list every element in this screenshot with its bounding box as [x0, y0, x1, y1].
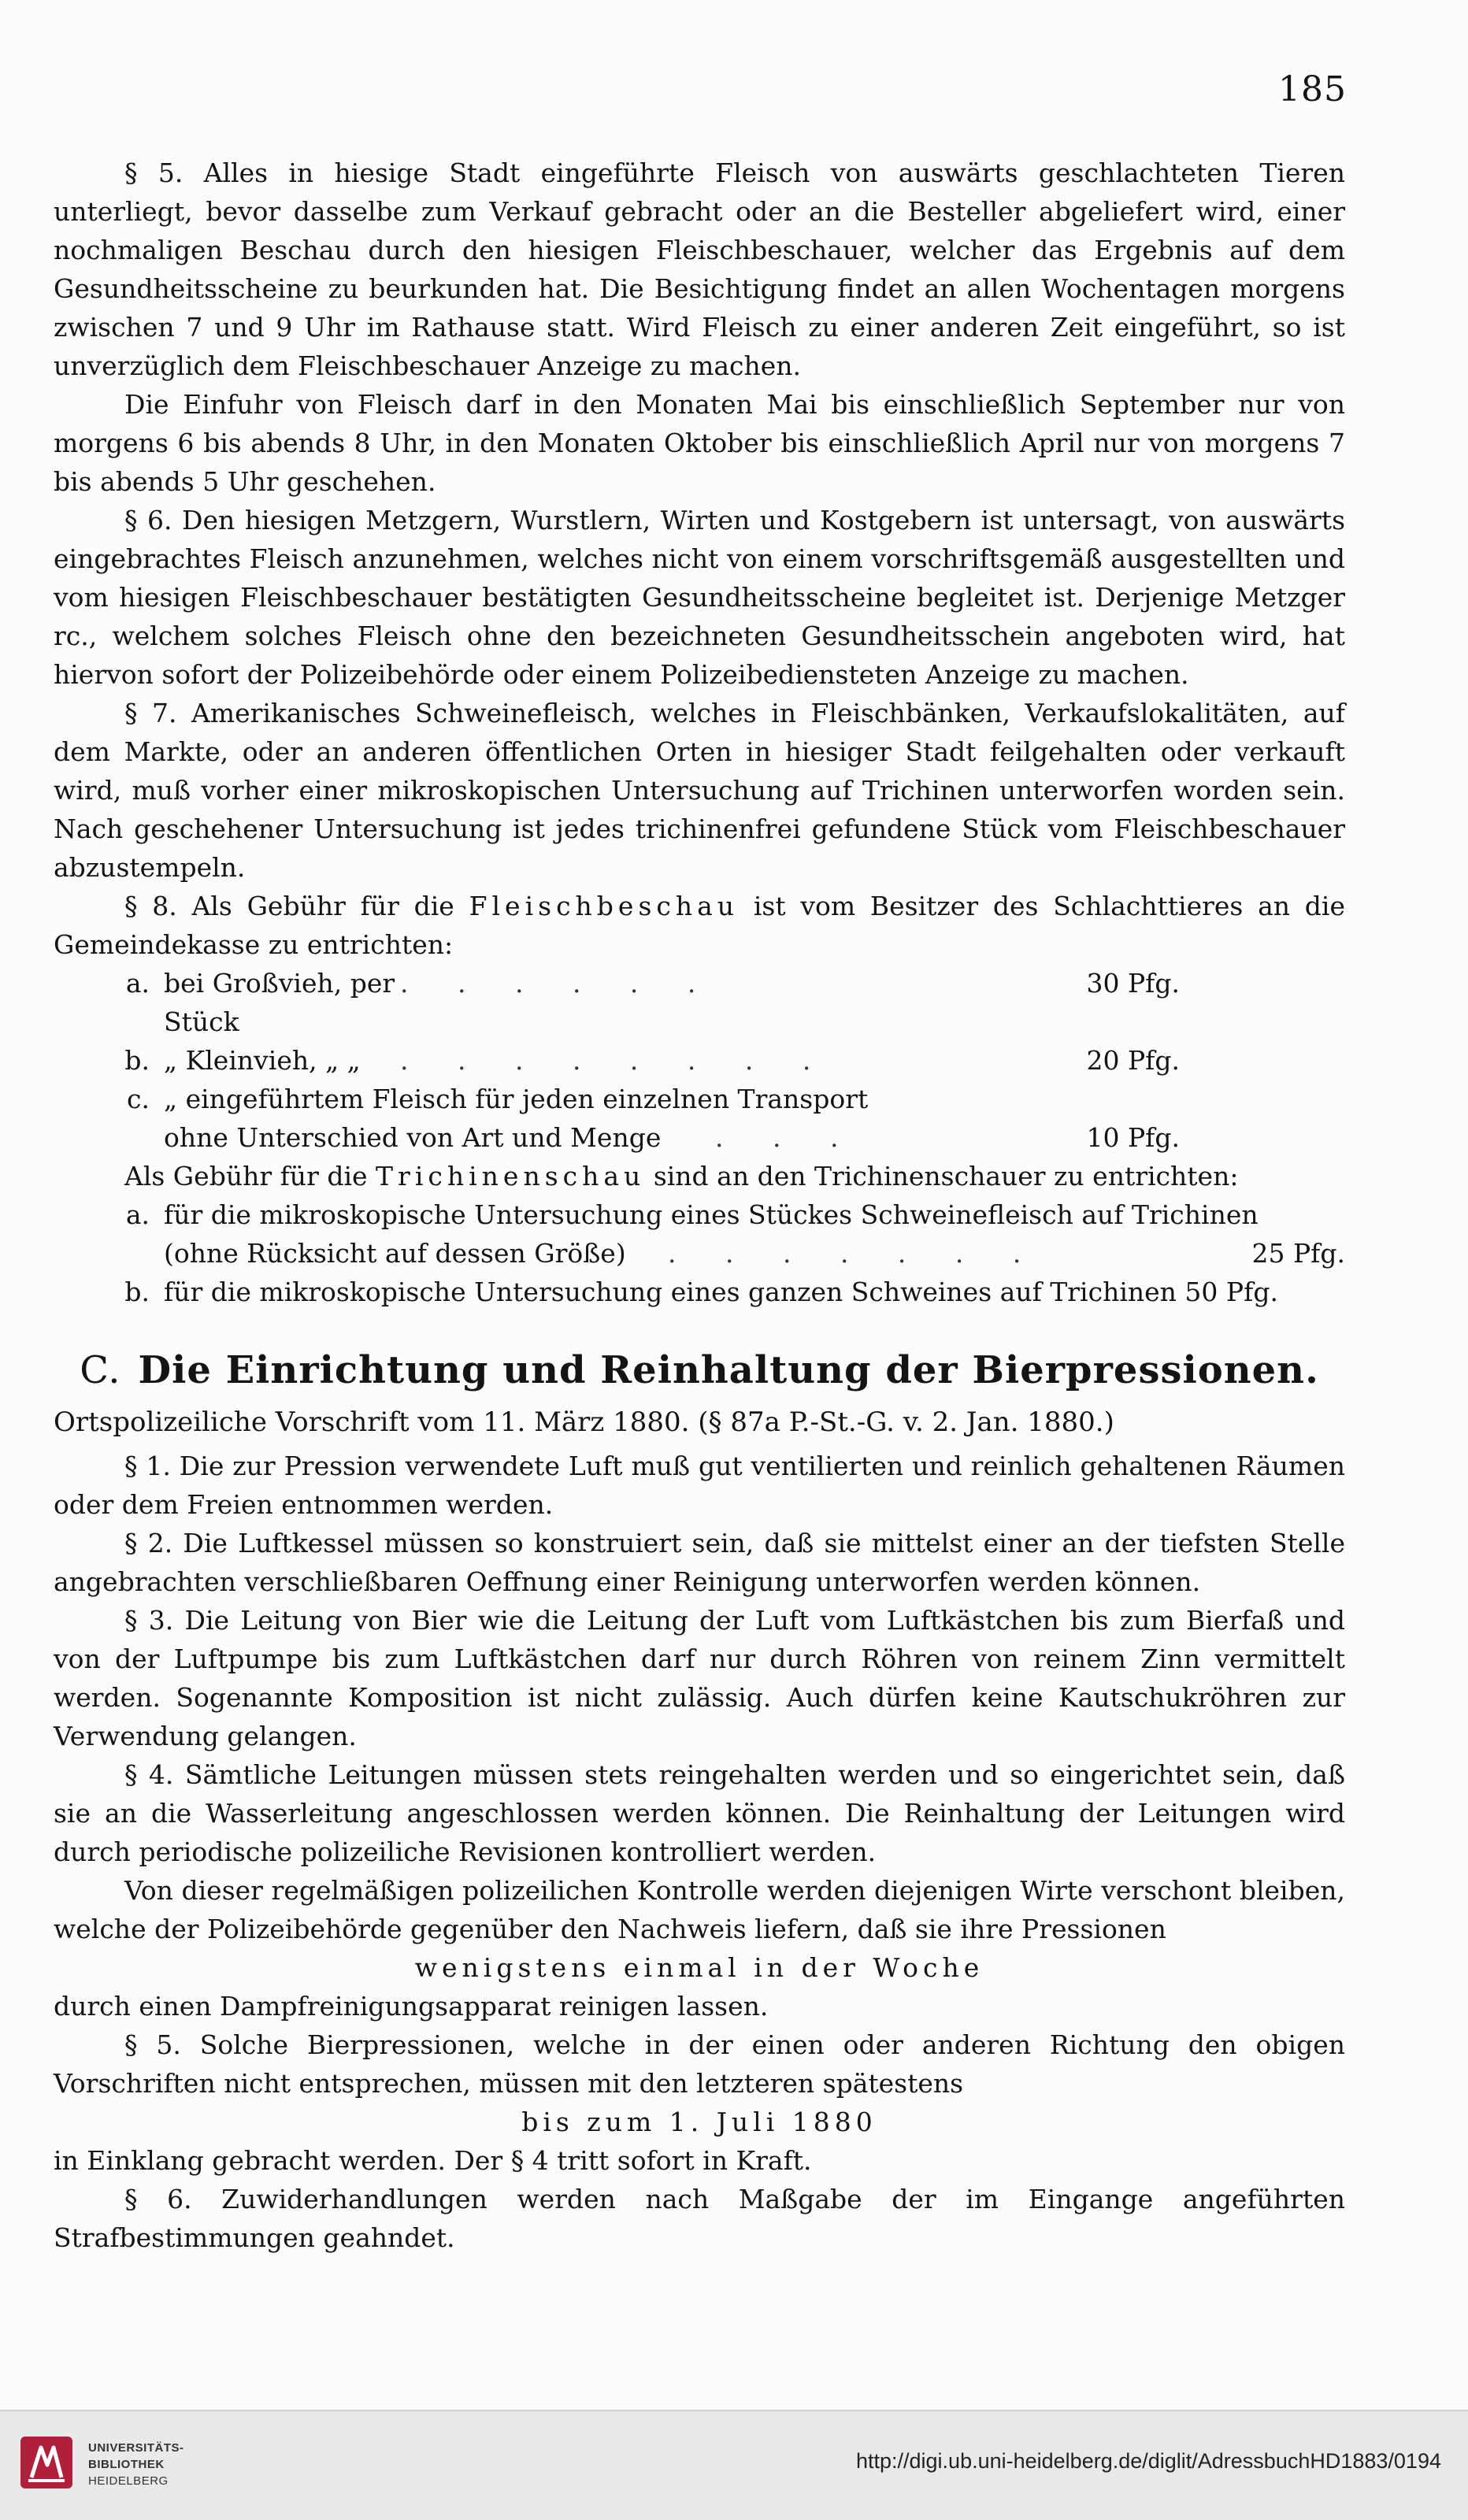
spaced-term: Fleischbeschau	[469, 891, 740, 921]
paragraph-c-s5: § 5. Solche Bierpressionen, welche in der einen oder anderen Richtung den obigen Vorschriften nicht entsprechen, müssen mit den letzteren spätestens	[54, 2029, 1345, 2099]
paragraph-c-s4: § 4. Sämtliche Leitungen müssen stets reingehalten werden und so eingerichtet sein, daß sie an die Wasserleitung angeschlossen werden können. Die Reinhaltung der Leitungen wird durch periodische polizeiliche Revisionen kontrolliert werden.	[54, 1759, 1345, 1867]
paragraph-s7: § 7. Amerikanisches Schweinefleisch, welches in Fleischbänken, Verkaufslokalitäten, auf dem Markte, oder an anderen öffentlichen Orten in hiesiger Stadt feilgehalten oder verkauft wird, muß vorher einer mikroskopischen Untersuchung auf Trichinen unterworfen worden sein. Nach geschehener Untersuchung ist jedes trichinenfrei gefundene Stück vom Fleischbeschauer abzustempeln.	[54, 698, 1345, 883]
university-library-logo-icon	[17, 2433, 76, 2492]
paragraph-s8-intro: § 8. Als Gebühr für die Fleischbeschau ist vom Besitzer des Schlachttieres an die Gemeindekasse zu entrichten:	[54, 891, 1345, 960]
paragraph-c-s5-end: in Einklang gebracht werden. Der § 4 tritt sofort in Kraft.	[54, 2145, 812, 2176]
page-number: 185	[1278, 69, 1347, 109]
paragraph-s6: § 6. Den hiesigen Metzgern, Wurstlern, Wirten und Kostgebern ist untersagt, von auswärts eingebrachtes Fleisch anzunehmen, welches nicht von einem vorschriftsgemäß ausgestellten und vom hiesigen Fleischbeschauer bestätigten Gesundheitsscheine begleitet ist. Derjenige Metzger rc., welchem solches Fleisch ohne den bezeichneten Gesundheitsschein angeboten wird, hat hiervon sofort der Polizeibehörde oder einem Polizeibediensteten Anzeige zu machen.	[54, 505, 1345, 690]
section-heading: C. Die Einrichtung und Reinhaltung der Bierpressionen.	[80, 1348, 1319, 1392]
paragraph-kontrolle-end: durch einen Dampfreinigungsapparat reinigen lassen.	[54, 1991, 769, 2022]
fee-row-b: b. „ Kleinvieh, „ „ . . . . . . . . 20 Pfg.	[54, 1041, 1345, 1080]
library-name: UNIVERSITÄTS- BIBLIOTHEK HEIDELBERG	[88, 2441, 184, 2488]
spaced-term: Trichinenschau	[376, 1161, 646, 1191]
fee-row-c: c. „ eingeführtem Fleisch für jeden einzelnen Transport	[127, 1084, 869, 1114]
dot-leader: . . . . . . .	[668, 1238, 1042, 1269]
paragraph-c-s3: § 3. Die Leitung von Bier wie die Leitung der Luft vom Luftkästchen bis zum Bierfaß und von der Luftpumpe bis zum Luftkästchen darf nur durch Röhren von reinem Zinn vermittelt werden. Sogenannte Komposition ist nicht zulässig. Auch dürfen keine Kautschukröhren zur Verwendung gelangen.	[54, 1605, 1345, 1751]
trich-row-b: b. für die mikroskopische Untersuchung eines ganzen Schweines auf Trichinen 50 Pfg.	[124, 1277, 1278, 1307]
paragraph-c-s1: § 1. Die zur Pression verwendete Luft muß gut ventilierten und reinlich gehaltenen Räumen oder dem Freien entnommen werden.	[54, 1451, 1345, 1520]
trich-row-a: a. für die mikroskopische Untersuchung eines Stückes Schweinefleisch auf Trichinen	[125, 1199, 1259, 1230]
paragraph-trichinenschau: Als Gebühr für die Trichinenschau sind an den Trichinenschauer zu entrichten:	[124, 1161, 1239, 1191]
fee-row-c-cont: ohne Unterschied von Art und Menge . . . 10 Pfg.	[54, 1118, 1345, 1157]
permalink-url[interactable]: http://digi.ub.uni-heidelberg.de/diglit/AdressbuchHD1883/0194	[855, 2449, 1441, 2473]
section-subtitle: Ortspolizeiliche Vorschrift vom 11. März 1880. (§ 87a P.-St.-G. v. 2. Jan. 1880.)	[54, 1406, 1114, 1438]
spaced-line: wenigstens einmal in der Woche	[414, 1952, 984, 1983]
spaced-line: bis zum 1. Juli 1880	[521, 2107, 877, 2137]
dot-leader: . . . . . .	[400, 968, 717, 999]
text-column	[54, 154, 1345, 2257]
paragraph-c-s2: § 2. Die Luftkessel müssen so konstruiert sein, daß sie mittelst einer an der tiefsten Stelle angebrachten verschließbaren Oeffnung einer Reinigung unterworfen werden können.	[54, 1528, 1345, 1597]
paragraph-kontrolle: Von dieser regelmäßigen polizeilichen Kontrolle werden diejenigen Wirte verschont bleiben, welche der Polizeibehörde gegenüber den Nachweis liefern, daß sie ihre Pressionen	[54, 1875, 1345, 1944]
trich-row-a-cont: (ohne Rücksicht auf dessen Größe) . . . . . . . 25 Pfg.	[54, 1234, 1345, 1273]
dot-leader: . . .	[715, 1122, 859, 1153]
dot-leader: . . . . . . . .	[400, 1045, 832, 1076]
paragraph-c-s6: § 6. Zuwiderhandlungen werden nach Maßgabe der im Eingange angeführten Strafbestimmungen geahndet.	[54, 2184, 1345, 2253]
fee-row-a: a. bei Großvieh, per Stück . . . . . . 30 Pfg.	[54, 964, 1345, 1041]
paragraph-einfuhr: Die Einfuhr von Fleisch darf in den Monaten Mai bis einschließlich September nur von morgens 6 bis abends 8 Uhr, in den Monaten Oktober bis einschließlich April nur von morgens 7 bis abends 5 Uhr geschehen.	[54, 389, 1345, 497]
viewer-footer	[0, 2410, 1468, 2520]
paragraph-s5: § 5. Alles in hiesige Stadt eingeführte Fleisch von auswärts geschlachteten Tieren unterliegt, bevor dasselbe zum Verkauf gebracht oder an die Besteller abgeliefert wird, einer nochmaligen Beschau durch den hiesigen Fleischbeschauer, welcher das Ergebnis auf dem Gesundheitsscheine zu beurkunden hat. Die Besichtigung findet an allen Wochentagen morgens zwischen 7 und 9 Uhr im Rathause statt. Wird Fleisch zu einer anderen Zeit eingeführt, so ist unverzüglich dem Fleischbeschauer Anzeige zu machen.	[54, 158, 1345, 381]
